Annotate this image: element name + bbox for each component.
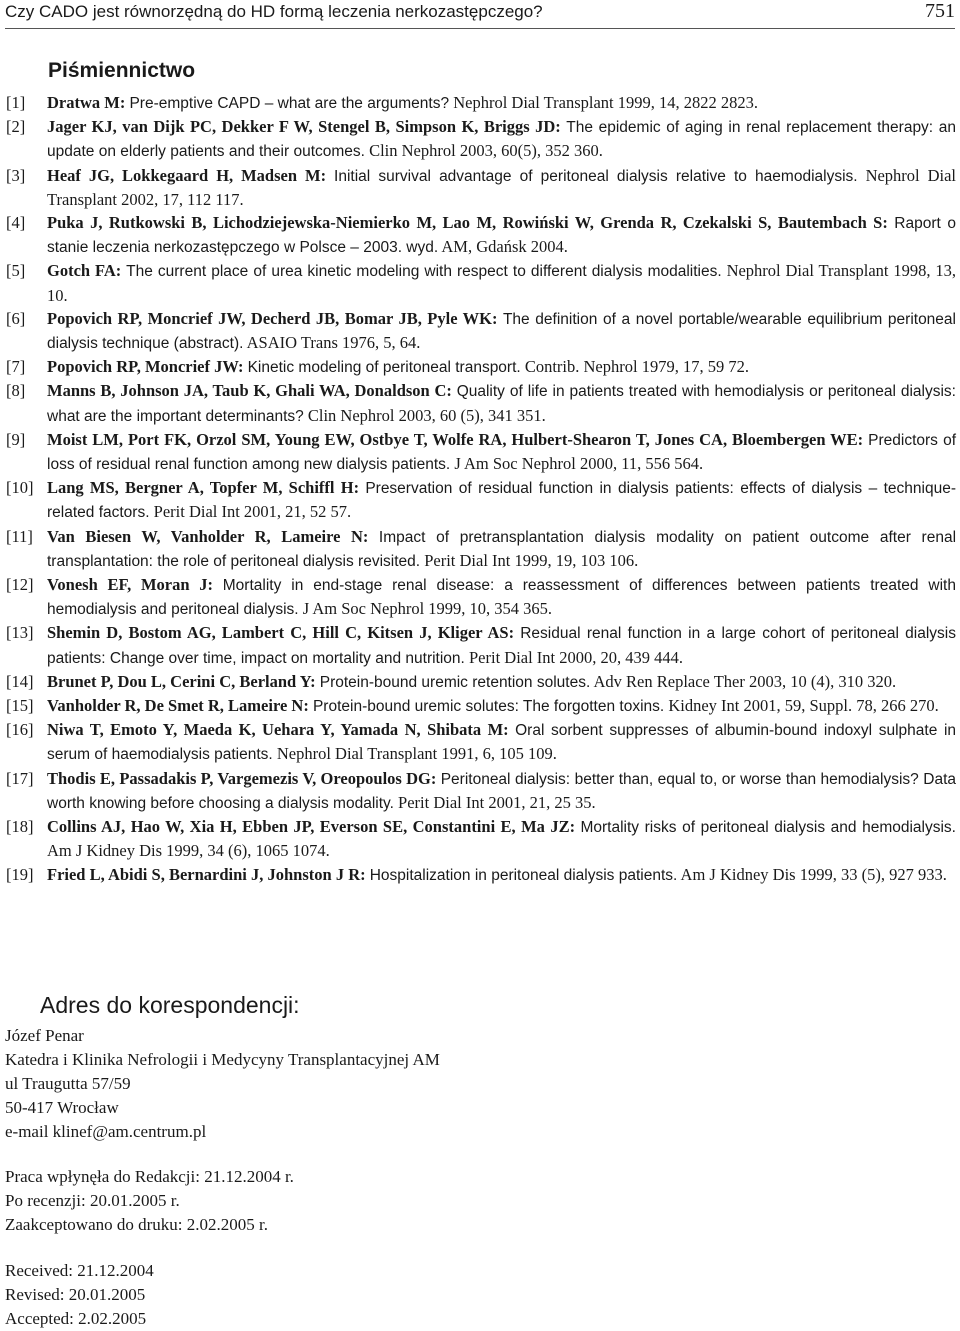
reference-number: [4]	[6, 213, 26, 233]
reference-number: [1]	[6, 93, 26, 112]
correspondence-address	[5, 1024, 440, 1144]
dates-english	[5, 1259, 154, 1331]
reference-title: Protein-bound uremic retention solutes.	[319, 673, 591, 691]
reference-source: Nephrol Dial Transplant 1998, 13, 10.	[47, 261, 957, 305]
page-number: 751	[925, 0, 955, 22]
reference-authors: Popovich RP, Moncrief JW:	[47, 357, 244, 377]
reference-title: The epidemic of aging in renal replacement therapy: an update on elderly patients and their outcomes.	[47, 119, 956, 161]
author-name: Józef Penar	[5, 1026, 84, 1045]
reference-number: [13]	[6, 623, 34, 643]
reference-source: Clin Nephrol 2003, 60(5), 352 360.	[369, 141, 603, 161]
running-header	[5, 0, 955, 29]
reference-item	[6, 164, 956, 211]
date-accepted: Accepted: 2.02.2005	[5, 1308, 147, 1328]
reference-source: Kidney Int 2001, 59, Suppl. 78, 266 270.	[668, 696, 939, 716]
reference-number: [15]	[6, 696, 34, 716]
reference-authors: Manns B, Johnson JA, Taub K, Ghali WA, Donaldson C:	[47, 381, 452, 401]
reference-item	[6, 621, 956, 669]
reference-source: Perit Dial Int 2001, 21, 25 35.	[398, 792, 596, 812]
postal-city: 50-417 Wrocław	[5, 1097, 119, 1117]
reference-number: [6]	[6, 308, 26, 328]
reference-authors: Niwa T, Emoto Y, Maeda K, Uehara Y, Yamada N, Shibata M:	[47, 720, 509, 740]
reference-title: Mortality in end-stage renal disease: a reassessment of differences between patients treated with hemodialysis and peritoneal dialysis.	[47, 577, 956, 619]
reference-number: [14]	[6, 671, 34, 691]
reference-title: Residual renal function in a large cohort of peritoneal dialysis patients: Change over time, impact on mortality and nutrition.	[47, 625, 957, 667]
reference-authors: Fried L, Abidi S, Bernardini J, Johnston J R:	[47, 864, 366, 884]
reference-number: [16]	[6, 720, 34, 740]
correspondence-title: Adres do korespondencji:	[40, 992, 300, 1018]
reference-number: [18]	[6, 817, 34, 837]
institution: Katedra i Klinika Nefrologii i Medycyny Transplantacyjnej AM	[5, 1049, 440, 1069]
reference-title: Impact of pretransplantation dialysis modality on patient outcome after renal transplantation: the role of peritoneal dialysis revisited.	[47, 528, 957, 570]
reference-title: Raport o stanie leczenia nerkozastępczego w Polsce – 2003. wyd.	[47, 215, 957, 257]
reference-number: [11]	[6, 526, 33, 546]
reference-source: Perit Dial Int 1999, 19, 103 106.	[424, 550, 639, 570]
reference-title: Hospitalization in peritoneal dialysis patients.	[369, 866, 678, 884]
reference-title: Predictors of loss of residual renal function among new dialysis patients.	[47, 431, 957, 474]
section-title: Piśmiennictwo	[48, 59, 196, 82]
reference-list	[6, 91, 956, 887]
reference-authors: Gotch FA:	[47, 261, 122, 281]
reference-number: [7]	[6, 357, 26, 377]
reference-source: Nephrol Dial Transplant 1991, 6, 105 109.	[276, 744, 557, 764]
reference-source: Adv Ren Replace Ther 2003, 10 (4), 310 320.	[593, 671, 897, 691]
reference-item	[6, 115, 956, 163]
reference-number: [9]	[6, 429, 26, 449]
reference-source: Contrib. Nephrol 1979, 17, 59 72.	[524, 357, 749, 377]
reference-authors: Lang MS, Bergner A, Topfer M, Schiffl H:	[47, 478, 360, 498]
reference-authors: Collins AJ, Hao W, Xia H, Ebben JP, Everson SE, Constantini E, Ma JZ:	[47, 817, 576, 837]
reference-item	[6, 863, 956, 887]
reference-number: [5]	[6, 261, 26, 281]
reference-source: J Am Soc Nephrol 2000, 11, 556 564.	[454, 454, 704, 474]
running-title: Czy CADO jest równorzędną do HD formą leczenia nerkozastępczego?	[5, 2, 543, 21]
reference-authors: Brunet P, Dou L, Cerini C, Berland Y:	[47, 671, 316, 691]
reference-authors: Vonesh EF, Moran J:	[47, 575, 214, 595]
reference-item	[6, 355, 956, 379]
reference-number: [19]	[6, 864, 34, 884]
reference-source: Clin Nephrol 2003, 60 (5), 341 351.	[307, 405, 546, 425]
reference-source: ASAIO Trans 1976, 5, 64.	[246, 333, 421, 353]
reference-item	[6, 573, 956, 621]
reference-authors: Van Biesen W, Vanholder R, Lameire N:	[47, 526, 369, 546]
reference-title: The definition of a novel portable/wearable equilibrium peritoneal dialysis technique (abstract).	[47, 310, 956, 353]
reference-item	[6, 767, 956, 815]
dates-polish	[5, 1165, 294, 1237]
reference-item	[6, 476, 956, 524]
email: e-mail klinef@am.centrum.pl	[5, 1121, 207, 1141]
reference-authors: Heaf JG, Lokkegaard H, Madsen M:	[47, 165, 327, 185]
reference-number: [12]	[6, 575, 34, 595]
reference-title: Protein-bound uremic solutes: The forgotten toxins.	[312, 698, 665, 716]
reference-title: Kinetic modeling of peritoneal transport.	[247, 359, 521, 377]
reference-source: Nephrol Dial Transplant 2002, 17, 112 117.	[47, 165, 957, 209]
reference-number: [17]	[6, 768, 34, 788]
reference-item	[6, 694, 956, 718]
reference-title: Mortality risks of peritoneal dialysis and hemodialysis.	[580, 819, 956, 837]
reference-source: AM, Gdańsk 2004.	[441, 237, 568, 257]
reference-source: J Am Soc Nephrol 1999, 10, 354 365.	[302, 599, 553, 619]
reference-source: Am J Kidney Dis 1999, 33 (5), 927 933.	[680, 864, 947, 884]
reference-item	[6, 815, 956, 862]
reference-number: [8]	[6, 381, 26, 401]
reference-item	[6, 307, 956, 355]
reference-title: Peritoneal dialysis: better than, equal to, or worse than hemodialysis? Data worth knowing before choosing a dialysis modality.	[47, 770, 956, 812]
date-revised: Revised: 20.01.2005	[5, 1284, 146, 1304]
reference-authors: Jager KJ, van Dijk PC, Dekker F W, Stengel B, Simpson K, Briggs JD:	[47, 117, 561, 137]
reference-authors: Popovich RP, Moncrief JW, Decherd JB, Bomar JB, Pyle WK:	[47, 308, 498, 328]
reference-authors: Vanholder R, De Smet R, Lameire N:	[47, 696, 309, 716]
reference-title: The current place of urea kinetic modeling with respect to different dialysis modalities.	[126, 263, 722, 281]
reference-title: Preservation of residual function in dialysis patients: effects of dialysis – technique-related factors.	[47, 480, 956, 522]
reference-item	[6, 525, 956, 573]
reference-item	[6, 211, 956, 259]
date-revised-pl: Po recenzji: 20.01.2005 r.	[5, 1190, 180, 1210]
reference-number: [3]	[6, 165, 26, 185]
reference-source: Perit Dial Int 2001, 21, 52 57.	[153, 502, 352, 522]
reference-authors: Dratwa M:	[47, 93, 126, 112]
reference-title: Initial survival advantage of peritoneal dialysis relative to haemodialysis.	[334, 167, 858, 185]
date-received-pl: Praca wpłynęła do Redakcji: 21.12.2004 r.	[5, 1167, 294, 1186]
reference-item	[6, 670, 956, 694]
reference-authors: Puka J, Rutkowski B, Lichodziejewska-Niemierko M, Lao M, Rowiński W, Grenda R, Czekalski S, Bautembach S:	[47, 213, 888, 233]
reference-title: Pre-emptive CAPD – what are the arguments?	[129, 95, 450, 112]
reference-title: Quality of life in patients treated with hemodialysis or peritoneal dialysis: what are the important determinants?	[47, 383, 956, 425]
reference-title: Oral sorbent suppresses of albumin-bound indoxyl sulphate in serum of haemodialysis patients.	[47, 722, 957, 764]
reference-authors: Moist LM, Port FK, Orzol SM, Young EW, Ostbye T, Wolfe RA, Hulbert-Shearon T, Jones CA, Bloembergen WE:	[47, 429, 864, 449]
reference-authors: Shemin D, Bostom AG, Lambert C, Hill C, Kitsen J, Kliger AS:	[47, 623, 515, 643]
reference-item	[6, 259, 956, 306]
reference-item	[6, 428, 956, 476]
reference-number: [10]	[6, 478, 34, 498]
date-accepted-pl: Zaakceptowano do druku: 2.02.2005 r.	[5, 1214, 268, 1234]
street-address: ul Traugutta 57/59	[5, 1073, 131, 1093]
reference-item	[6, 91, 956, 115]
reference-source: Perit Dial Int 2000, 20, 439 444.	[468, 647, 684, 667]
date-received: Received: 21.12.2004	[5, 1261, 154, 1280]
reference-authors: Thodis E, Passadakis P, Vargemezis V, Oreopoulos DG:	[47, 768, 437, 788]
reference-item	[6, 718, 956, 766]
reference-number: [2]	[6, 117, 26, 137]
reference-item	[6, 379, 956, 427]
reference-source: Nephrol Dial Transplant 1999, 14, 2822 2823.	[453, 93, 759, 112]
reference-source: Am J Kidney Dis 1999, 34 (6), 1065 1074.	[47, 841, 330, 861]
